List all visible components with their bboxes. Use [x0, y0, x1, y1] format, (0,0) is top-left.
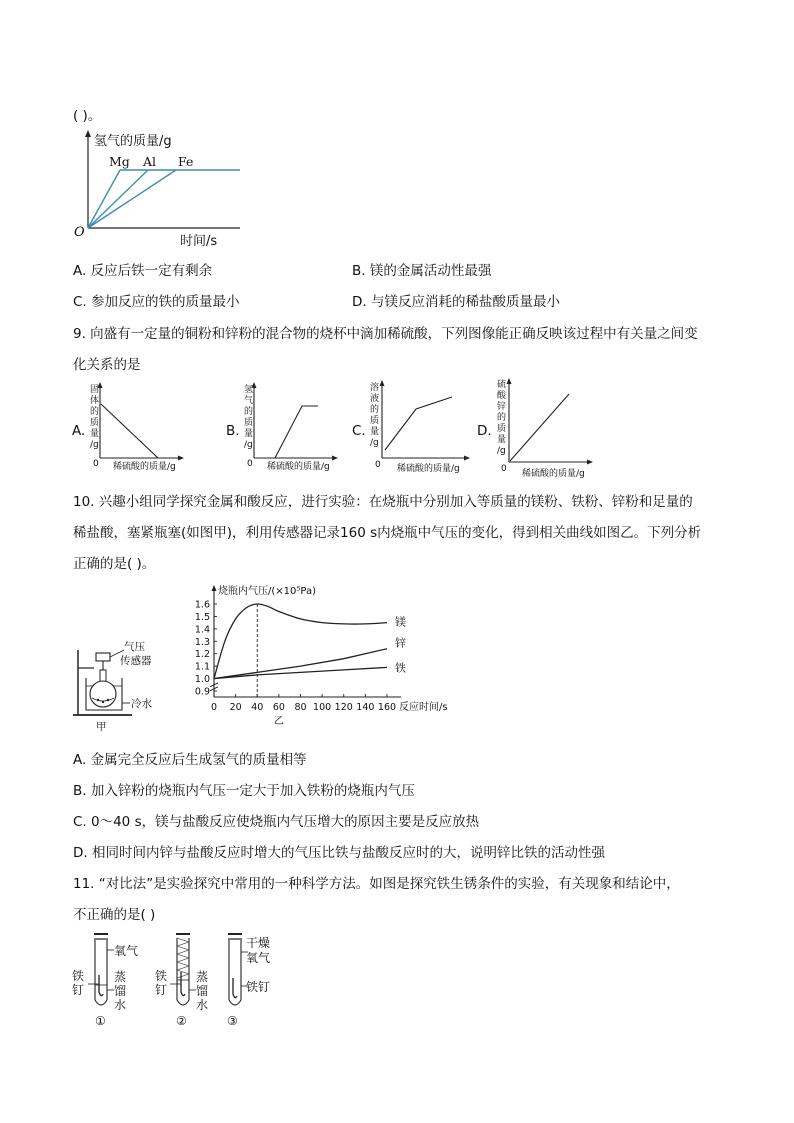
q10-option-c: C. 0～40 s，镁与盐酸反应使烧瓶内气压增大的原因主要是反应放热 — [73, 814, 480, 830]
q9-letter-d: D. — [477, 423, 492, 439]
x-tick-label: 160 — [377, 702, 397, 713]
svg-text:干燥: 干燥 — [246, 936, 271, 950]
svg-text:量: 量 — [90, 429, 100, 439]
svg-text:蒸: 蒸 — [196, 970, 209, 984]
x-tick-label: 140 — [356, 702, 375, 713]
y-tick-label: 1.0 — [194, 674, 210, 686]
q10-stem-line1: 10. 兴趣小组同学探究金属和酸反应，进行实验：在烧瓶中分别加入等质量的镁粉、铁粉、锌粉和足量的 — [73, 494, 693, 510]
svg-text:固: 固 — [90, 385, 100, 395]
y-tick-label: 1.5 — [194, 611, 210, 623]
svg-text:0: 0 — [501, 464, 507, 474]
series-line-1 — [214, 649, 387, 679]
svg-text:0: 0 — [93, 459, 99, 469]
svg-text:溶: 溶 — [370, 383, 380, 393]
x-tick-label: 120 — [334, 702, 353, 713]
svg-text:/g: /g — [244, 440, 253, 450]
svg-text:氧气: 氧气 — [246, 951, 271, 965]
svg-text:质: 质 — [90, 418, 100, 428]
svg-text:/g: /g — [370, 438, 379, 448]
series-label-0: 镁 — [395, 615, 406, 629]
q9-graph-c — [364, 378, 478, 474]
q8-hydrogen-graph — [72, 128, 262, 250]
svg-text:质: 质 — [497, 424, 507, 434]
svg-text:量: 量 — [244, 429, 254, 439]
tube-3 — [227, 934, 270, 1028]
svg-text:铁: 铁 — [155, 969, 168, 983]
cold-water-label: 冷水 — [131, 698, 152, 710]
q10-option-d: D. 相同时间内锌与盐酸反应时增大的气压比铁与盐酸反应时的大，说明锌比铁的活动性强 — [73, 845, 605, 861]
q10-stem-line2: 稀盐酸，塞紧瓶塞(如图甲)，利用传感器记录160 s内烧瓶中气压的变化，得到相关曲线如图乙。下列分析 — [73, 525, 702, 541]
q11-test-tubes — [68, 930, 288, 1030]
q10-chart-layer — [195, 584, 448, 727]
q9-c-curve — [385, 397, 452, 450]
q8-label-mg: Mg — [109, 154, 130, 169]
q8-y-label: 氢气的质量/g — [94, 134, 172, 149]
q8-x-label: 时间/s — [180, 234, 218, 249]
svg-text:③: ③ — [227, 1014, 238, 1028]
x-tick-label: 80 — [294, 702, 307, 713]
svg-text:量: 量 — [497, 435, 507, 445]
y-axis-arrow — [212, 585, 217, 591]
y-tick-label: 0.9 — [194, 686, 210, 698]
svg-text:稀硫酸的质量/g: 稀硫酸的质量/g — [267, 462, 330, 472]
sensor-label-1: 气压 — [124, 641, 145, 653]
svg-text:稀硫酸的质量/g: 稀硫酸的质量/g — [522, 469, 585, 479]
svg-text:蒸: 蒸 — [114, 970, 127, 984]
svg-text:水: 水 — [114, 998, 127, 1012]
svg-text:锌: 锌 — [497, 402, 507, 412]
x-tick-label: 60 — [272, 702, 285, 713]
q11-stem-line1: 11. “对比法”是实验探究中常用的一种科学方法。如图是探究铁生锈条件的实验，有关现象和结论中， — [73, 876, 680, 892]
q8-label-al: Al — [143, 154, 157, 169]
q10-option-b: B. 加入锌粉的烧瓶内气压一定大于加入铁粉的烧瓶内气压 — [73, 783, 415, 799]
svg-text:/g: /g — [497, 446, 506, 456]
svg-text:/g: /g — [90, 440, 99, 450]
q9-graph-a — [84, 380, 190, 472]
y-tick-label: 1.1 — [194, 661, 210, 673]
q9-letter-a: A. — [72, 423, 86, 439]
q8-option-c: C. 参加反应的铁的质量最小 — [73, 294, 240, 310]
y-tick-label: 1.6 — [194, 599, 210, 611]
svg-text:的: 的 — [244, 407, 254, 417]
svg-text:铁钉: 铁钉 — [246, 980, 271, 994]
svg-text:水: 水 — [196, 998, 209, 1012]
svg-text:钉: 钉 — [72, 983, 85, 997]
svg-text:质: 质 — [244, 418, 254, 428]
svg-text:稀硫酸的质量/g: 稀硫酸的质量/g — [397, 464, 460, 474]
svg-text:量: 量 — [370, 427, 380, 437]
q9-stem-line1: 9. 向盛有一定量的铜粉和锌粉的混合物的烧杯中滴加稀硫酸，下列图像能正确反映该过程中有关量之间变 — [73, 326, 698, 342]
q8-line-fe — [88, 170, 176, 228]
y-tick-label: 1.4 — [194, 624, 210, 636]
svg-text:0: 0 — [375, 460, 381, 470]
svg-text:钉: 钉 — [155, 983, 168, 997]
q10-option-a: A. 金属完全反应后生成氢气的质量相等 — [73, 752, 307, 768]
q9-letter-c: C. — [352, 423, 366, 439]
chart-caption: 乙 — [273, 716, 284, 727]
q8-line-al — [88, 170, 148, 228]
q9-graph-b — [238, 380, 346, 472]
svg-text:馏: 馏 — [196, 984, 209, 998]
q9-stem-line2: 化关系的是 — [73, 357, 141, 373]
series-line-2 — [214, 667, 387, 678]
q10-pressure-chart — [190, 580, 470, 730]
q9-b-curve — [275, 406, 318, 458]
series-line-0 — [214, 604, 387, 679]
svg-text:氢: 氢 — [244, 385, 254, 395]
chart-x-label: 反应时间/s — [399, 702, 448, 713]
q8-stem-tail: ( )。 — [73, 108, 102, 124]
series-label-1: 锌 — [395, 636, 406, 650]
q8-line-mg — [88, 170, 120, 228]
tube-1 — [72, 934, 138, 1028]
svg-text:硫: 硫 — [497, 380, 507, 390]
svg-text:①: ① — [95, 1014, 106, 1028]
svg-text:铁: 铁 — [72, 969, 85, 983]
q10-apparatus — [72, 640, 182, 736]
q9-a-curve — [101, 404, 158, 458]
svg-text:稀硫酸的质量/g: 稀硫酸的质量/g — [113, 462, 176, 472]
tube-2 — [155, 934, 208, 1028]
svg-text:的: 的 — [90, 407, 100, 417]
q8-option-b: B. 镁的金属活动性最强 — [352, 263, 492, 279]
series-label-2: 铁 — [395, 661, 406, 675]
svg-text:②: ② — [176, 1014, 187, 1028]
y-tick-label: 1.2 — [194, 649, 210, 661]
q9-letter-b: B. — [226, 423, 240, 439]
x-tick-label: 40 — [251, 702, 264, 713]
q11-stem-line2: 不正确的是( ) — [73, 907, 156, 923]
apparatus-caption: 甲 — [96, 721, 107, 733]
svg-text:体: 体 — [90, 396, 100, 406]
svg-text:馏: 馏 — [114, 984, 127, 998]
svg-text:0: 0 — [247, 459, 253, 469]
q8-option-a: A. 反应后铁一定有剩余 — [73, 263, 213, 279]
x-tick-label: 20 — [229, 702, 242, 713]
x-tick-label: 0 — [210, 702, 218, 713]
x-tick-label: 100 — [313, 702, 332, 713]
chart-y-label: 烧瓶内气压/(×10⁵Pa) — [218, 586, 316, 597]
svg-text:氧气: 氧气 — [114, 944, 139, 958]
q8-label-fe: Fe — [178, 154, 194, 169]
svg-text:的: 的 — [370, 405, 380, 415]
q8-origin: O — [74, 225, 85, 240]
y-tick-label: 1.3 — [194, 636, 210, 648]
q9-graph-d — [489, 376, 599, 480]
q10-stem-line3: 正确的是( )。 — [73, 556, 156, 572]
svg-text:气: 气 — [244, 396, 254, 406]
svg-text:的: 的 — [497, 413, 507, 423]
q8-y-arrow — [85, 130, 91, 137]
q8-option-d: D. 与镁反应消耗的稀盐酸质量最小 — [352, 294, 560, 310]
svg-text:酸: 酸 — [497, 391, 507, 401]
sensor-label-2: 传感器 — [120, 655, 152, 667]
svg-text:液: 液 — [370, 394, 380, 404]
q9-d-curve — [510, 394, 569, 461]
svg-text:质: 质 — [370, 416, 380, 426]
